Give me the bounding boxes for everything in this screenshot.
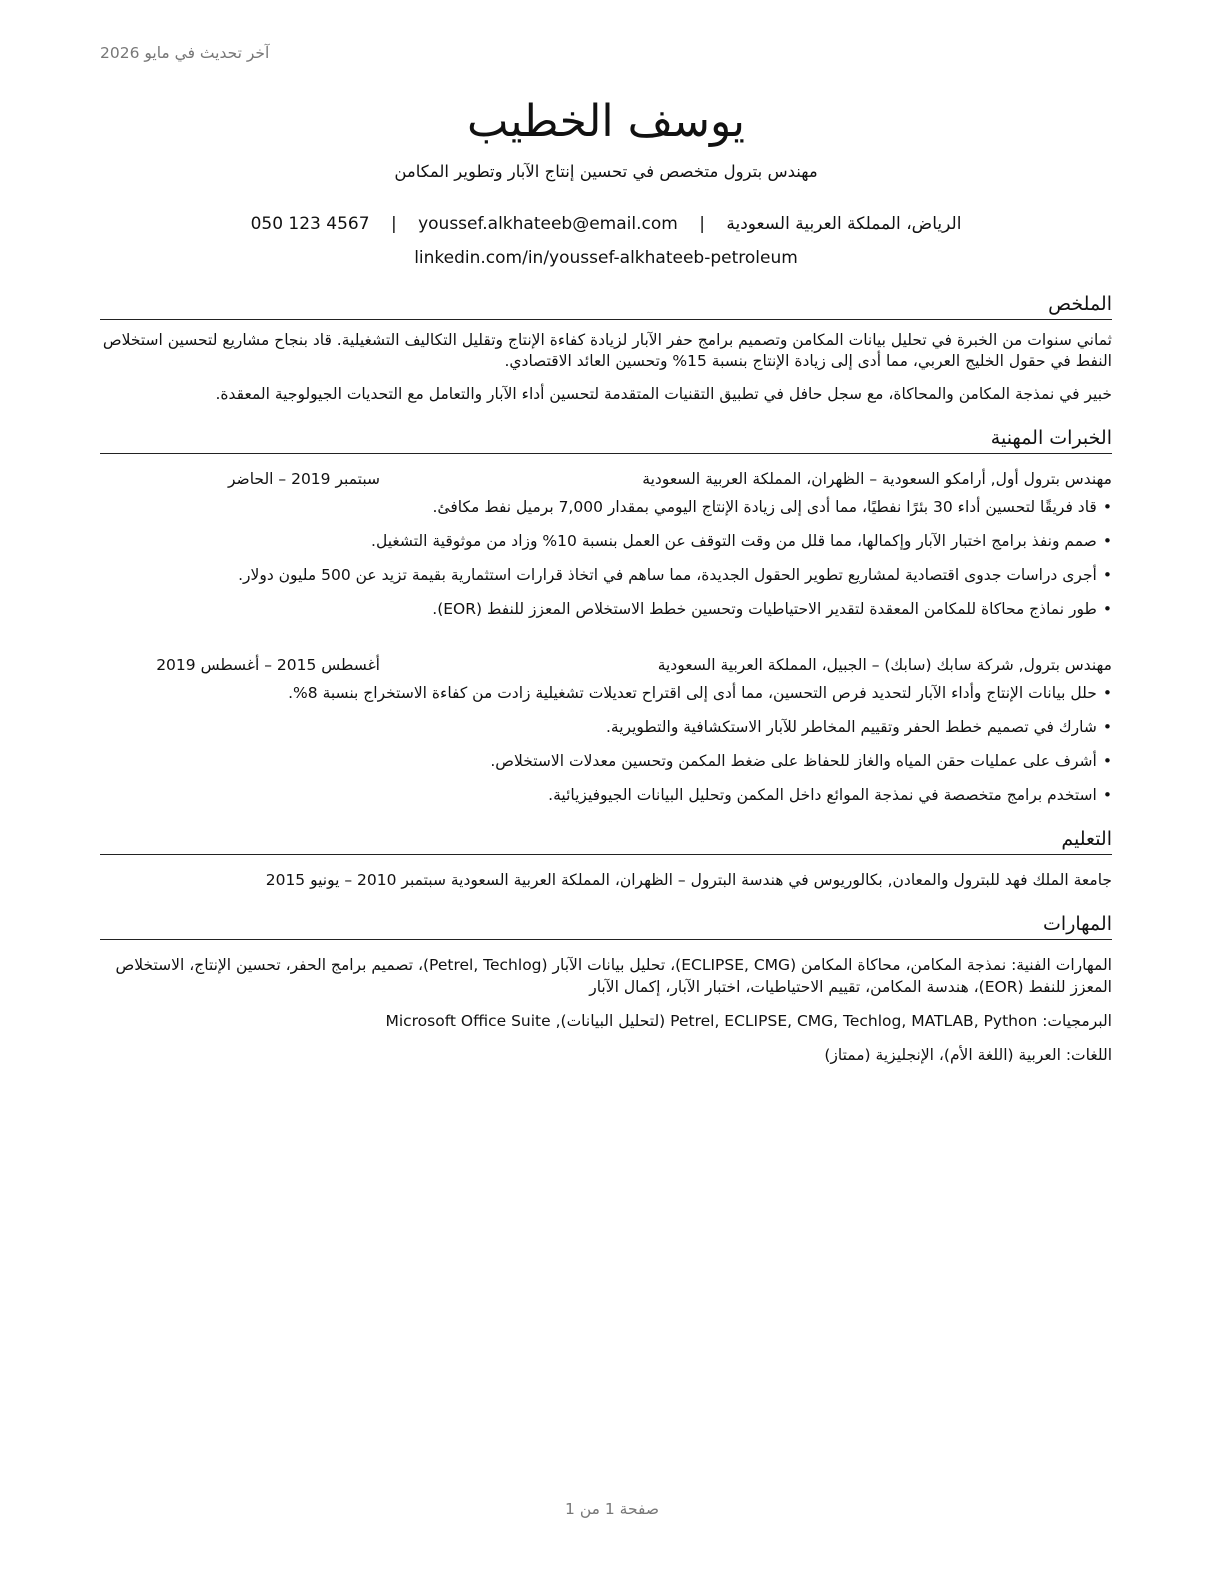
candidate-name: يوسف الخطيب <box>467 96 745 147</box>
contact-separator: | <box>699 214 705 234</box>
job-dates: سبتمبر 2019 – الحاضر <box>228 470 380 488</box>
job-title: مهندس بترول, شركة سابك (سابك) – الجبيل، المملكة العربية السعودية <box>657 656 1112 674</box>
bullet-text: شارك في تصميم خطط الحفر وتقييم المخاطر للآبار الاستكشافية والتطويرية. <box>605 718 1097 736</box>
phone-number: 050 123 4567 <box>250 214 370 234</box>
last-updated-note: آخر تحديث في مايو 2026 <box>100 44 270 62</box>
job-bullets <box>100 682 1112 806</box>
bullet-text: استخدم برامج متخصصة في نمذجة الموائع داخل المكمن وتحليل البيانات الجيوفيزيائية. <box>548 786 1097 804</box>
list-item: •أجرى دراسات جدوى اقتصادية لمشاريع تطوير الحقول الجديدة، مما ساهم في اتخاذ قرارات استثمارية بقيمة تزيد عن 500 مليون دولار. <box>238 566 1112 584</box>
contact-row <box>100 211 1112 237</box>
bullet-text: طور نماذج محاكاة للمكامن المعقدة لتقدير الاحتياطيات وتحسين خطط الاستخلاص المعزز للنفط (EOR). <box>432 600 1097 618</box>
job-header <box>100 468 1112 490</box>
bullet-text: أشرف على عمليات حقن المياه والغاز للحفاظ على ضغط المكمن وتحسين معدلات الاستخلاص. <box>490 752 1097 770</box>
skills-technical: المهارات الفنية: نمذجة المكامن، محاكاة المكامن (ECLIPSE, CMG)، تحليل بيانات الآبار (Petrel, Techlog)، تصميم برامج الحفر، تحسين الإنتاج، الاستخلاص المعزز للنفط (EOR)، هندسة المكامن، تقييم الاحتياطيات، اختبار الآبار، إكمال الآبار <box>115 956 1112 996</box>
job-dates: أغسطس 2015 – أغسطس 2019 <box>156 656 380 674</box>
email-link[interactable]: youssef.alkhateeb@email.com <box>418 214 678 234</box>
list-item: •قاد فريقًا لتحسين أداء 30 بئرًا نفطيًا، مما أدى إلى زيادة الإنتاج اليومي بمقدار 7,000 برميل نفط مكافئ. <box>432 498 1112 516</box>
resume-page <box>100 0 1112 1066</box>
summary-paragraph: ثماني سنوات من الخبرة في تحليل بيانات المكامن وتصميم برامج حفر الآبار لزيادة كفاءة الإنتاج وتقليل التكاليف التشغيلية. قاد بنجاح مشاريع لتحسين استخلاص النفط في حقول الخليج العربي، مما أدى إلى زيادة الإنتاج بنسبة 15% وتحسين العائد الاقتصادي. <box>102 331 1112 370</box>
summary-paragraph: خبير في نمذجة المكامن والمحاكاة، مع سجل حافل في تطبيق التقنيات المتقدمة لتحسين أداء الآبار والتعامل مع التحديات الجيولوجية المعقدة. <box>215 385 1112 403</box>
job-dates-cell <box>100 654 380 676</box>
education-entry: جامعة الملك فهد للبترول والمعادن, بكالوريوس في هندسة البترول – الظهران، المملكة العربية السعودية سبتمبر 2010 – يونيو 2015 <box>265 871 1112 889</box>
list-item: •حلل بيانات الإنتاج وأداء الآبار لتحديد فرص التحسين، مما أدى إلى اقتراح تعديلات تشغيلية زادت من كفاءة الاستخراج بنسبة 8%. <box>288 684 1112 702</box>
list-item: •طور نماذج محاكاة للمكامن المعقدة لتقدير الاحتياطيات وتحسين خطط الاستخلاص المعزز للنفط (EOR). <box>432 600 1112 618</box>
list-item: •صمم ونفذ برامج اختبار الآبار وإكمالها، مما قلل من وقت التوقف عن العمل بنسبة 10% وزاد من موثوقية التشغيل. <box>371 532 1112 550</box>
skills-languages: اللغات: العربية (اللغة الأم)، الإنجليزية (ممتاز) <box>824 1046 1112 1064</box>
linkedin-row <box>100 245 1112 271</box>
job-header <box>100 654 1112 676</box>
job-dates-cell <box>100 468 380 490</box>
list-item: •أشرف على عمليات حقن المياه والغاز للحفاظ على ضغط المكمن وتحسين معدلات الاستخلاص. <box>490 752 1112 770</box>
job-bullets <box>100 496 1112 620</box>
job-title: مهندس بترول أول, أرامكو السعودية – الظهران، المملكة العربية السعودية <box>642 470 1112 488</box>
list-item: •استخدم برامج متخصصة في نمذجة الموائع داخل المكمن وتحليل البيانات الجيوفيزيائية. <box>548 786 1112 804</box>
bullet-text: حلل بيانات الإنتاج وأداء الآبار لتحديد فرص التحسين، مما أدى إلى اقتراح تعديلات تشغيلية زادت من كفاءة الاستخراج بنسبة 8%. <box>288 684 1097 702</box>
page-number: صفحة 1 من 1 <box>565 1500 659 1518</box>
section-title-experience: الخبرات المهنية <box>100 423 1112 454</box>
skills-software: البرمجيات: Petrel, ECLIPSE, CMG, Techlog, MATLAB, Python (لتحليل البيانات), Microsoft Office Suite <box>385 1012 1112 1030</box>
list-item: •شارك في تصميم خطط الحفر وتقييم المخاطر للآبار الاستكشافية والتطويرية. <box>605 718 1112 736</box>
linkedin-link[interactable]: linkedin.com/in/youssef-alkhateeb-petroleum <box>414 248 798 268</box>
candidate-headline: مهندس بترول متخصص في تحسين إنتاج الآبار وتطوير المكامن <box>394 162 818 181</box>
location-text: الرياض، المملكة العربية السعودية <box>726 214 962 234</box>
section-title-summary: الملخص <box>100 289 1112 320</box>
bullet-text: صمم ونفذ برامج اختبار الآبار وإكمالها، مما قلل من وقت التوقف عن العمل بنسبة 10% وزاد من موثوقية التشغيل. <box>371 532 1097 550</box>
section-title-skills: المهارات <box>100 909 1112 940</box>
bullet-text: أجرى دراسات جدوى اقتصادية لمشاريع تطوير الحقول الجديدة، مما ساهم في اتخاذ قرارات استثمارية بقيمة تزيد عن 500 مليون دولار. <box>238 566 1097 584</box>
bullet-text: قاد فريقًا لتحسين أداء 30 بئرًا نفطيًا، مما أدى إلى زيادة الإنتاج اليومي بمقدار 7,000 برميل نفط مكافئ. <box>432 498 1097 516</box>
section-title-education: التعليم <box>100 824 1112 855</box>
contact-separator: | <box>390 214 397 234</box>
